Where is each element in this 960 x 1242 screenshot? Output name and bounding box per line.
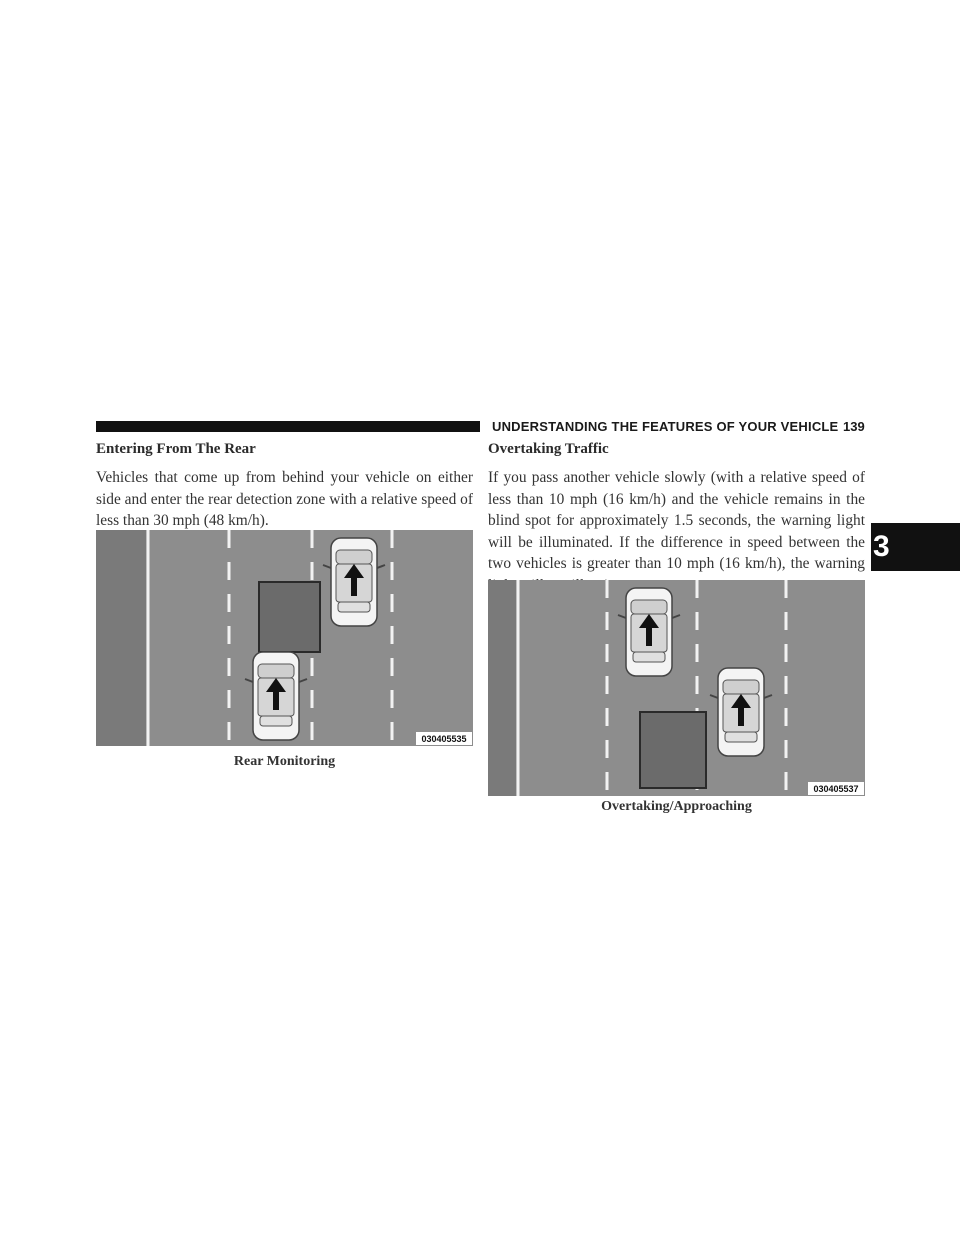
car-top-view (618, 588, 680, 676)
heading-overtaking-traffic: Overtaking Traffic (488, 441, 609, 457)
detection-zone (259, 582, 320, 652)
running-header-title: UNDERSTANDING THE FEATURES OF YOUR VEHICLE (492, 419, 839, 434)
figure-code: 030405537 (813, 784, 859, 794)
overtaking-diagram (488, 580, 865, 796)
car-top-view (245, 652, 307, 740)
section-tab: 3 (871, 523, 960, 571)
car-top-view (710, 668, 772, 756)
figure-code: 030405535 (421, 734, 467, 744)
paragraph-overtaking-traffic: If you pass another vehicle slowly (with a relative speed of less than 10 mph (16 km/h) and the vehicle remains in the blind spot for approximately 1.5 seconds, the warning light will be illuminated. If the difference in speed between the two vehicles is greater than 10 mph (16 km/h), the warning (488, 469, 865, 572)
rear-monitoring-diagram (96, 530, 473, 746)
detection-zone (640, 712, 706, 788)
caption-overtaking-approaching: Overtaking/Approaching (601, 799, 752, 814)
shoulder (488, 580, 516, 796)
figure-overtaking-approaching (488, 580, 865, 796)
heading-entering-from-rear: Entering From The Rear (96, 441, 256, 457)
header-rule (96, 421, 480, 432)
shoulder (96, 530, 146, 746)
caption-rear-monitoring: Rear Monitoring (233, 754, 336, 769)
figure-rear-monitoring (96, 530, 473, 746)
page-number: 139 (843, 419, 865, 434)
car-top-view (323, 538, 385, 626)
paragraph-entering-from-rear: Vehicles that come up from behind your vehicle on either side and enter the rear detection zone with a relative speed of less than 30 mph (48 km/h). (96, 469, 473, 529)
